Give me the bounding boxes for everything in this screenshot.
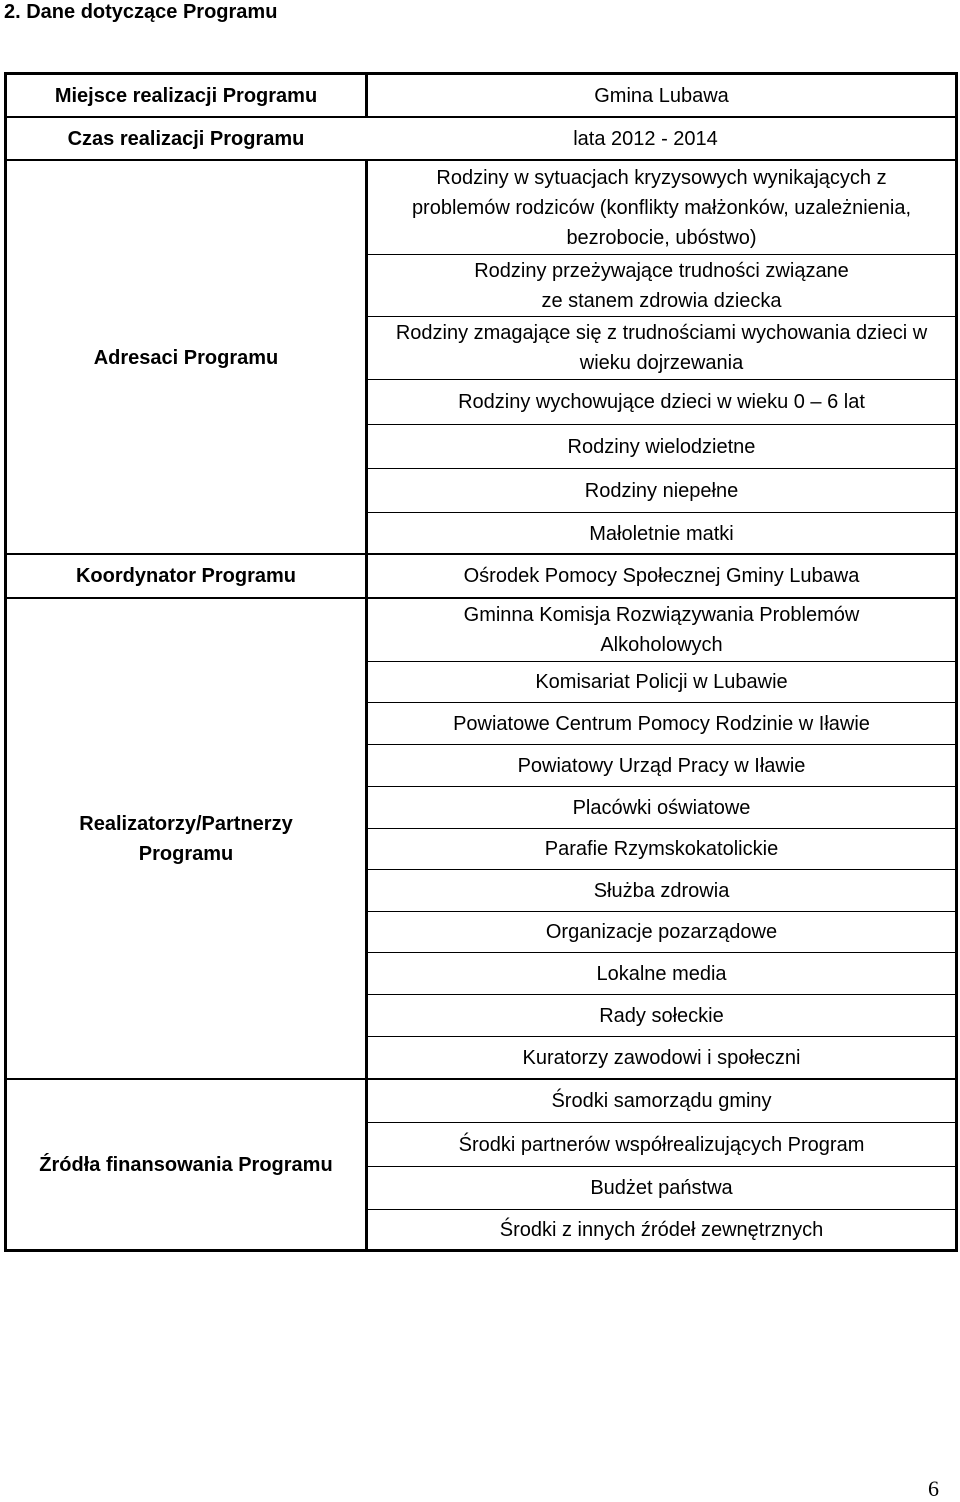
- realizatorzy-item: Służba zdrowia: [593, 879, 730, 902]
- zrodla-item: Środki partnerów współrealizujących Program: [458, 1133, 865, 1156]
- realizatorzy-item: Lokalne media: [596, 962, 727, 985]
- value-czas-realizacji: lata 2012 - 2014: [573, 127, 718, 150]
- adresaci-item: Rodziny w sytuacjach kryzysowych wynikających z problemów rodziców (konflikty małżonków, uzależnienia, bezrobocie, ubóstwo): [411, 166, 912, 249]
- realizatorzy-item: Rady sołeckie: [599, 1004, 724, 1027]
- value-koordynator: Ośrodek Pomocy Społecznej Gminy Lubawa: [463, 565, 860, 587]
- realizatorzy-item: Kuratorzy zawodowi i społeczni: [522, 1046, 801, 1069]
- realizatorzy-item: Powiatowy Urząd Pracy w Iławie: [517, 754, 806, 777]
- adresaci-item: Rodziny przeżywające trudności związane ze stanem zdrowia dziecka: [474, 259, 849, 312]
- realizatorzy-item: Placówki oświatowe: [572, 796, 751, 819]
- realizatorzy-item: Gminna Komisja Rozwiązywania Problemów Alkoholowych: [463, 604, 860, 656]
- adresaci-item: Rodziny wielodzietne: [567, 435, 756, 458]
- zrodla-item: Budżet państwa: [590, 1177, 733, 1199]
- label-realizatorzy: Realizatorzy/Partnerzy Programu: [79, 812, 293, 865]
- page-number: 6: [928, 1476, 939, 1501]
- adresaci-item: Rodziny zmagające się z trudnościami wychowania dzieci w wieku dojrzewania: [395, 322, 928, 374]
- value-miejsce-realizacji: Gmina Lubawa: [594, 85, 729, 107]
- column-divider: [365, 72, 368, 117]
- adresaci-item: Małoletnie matki: [589, 522, 734, 545]
- label-miejsce-realizacji: Miejsce realizacji Programu: [54, 85, 318, 107]
- realizatorzy-item: Powiatowe Centrum Pomocy Rodzinie w Iławie: [453, 712, 870, 735]
- adresaci-item: Rodziny niepełne: [584, 479, 739, 502]
- section-heading: 2. Dane dotyczące Programu: [4, 1, 278, 23]
- label-adresaci: Adresaci Programu: [93, 346, 279, 369]
- label-czas-realizacji: Czas realizacji Programu: [67, 127, 305, 150]
- adresaci-item: Rodziny wychowujące dzieci w wieku 0 – 6 lat: [458, 391, 865, 413]
- realizatorzy-item: Parafie Rzymskokatolickie: [544, 838, 779, 860]
- realizatorzy-item: Komisariat Policji w Lubawie: [535, 671, 788, 693]
- label-koordynator: Koordynator Programu: [75, 565, 297, 587]
- zrodla-item: Środki samorządu gminy: [551, 1090, 772, 1112]
- label-zrodla-finansowania: Źródła finansowania Programu: [39, 1153, 333, 1176]
- zrodla-item: Środki z innych źródeł zewnętrznych: [499, 1219, 824, 1241]
- realizatorzy-item: Organizacje pozarządowe: [545, 921, 778, 943]
